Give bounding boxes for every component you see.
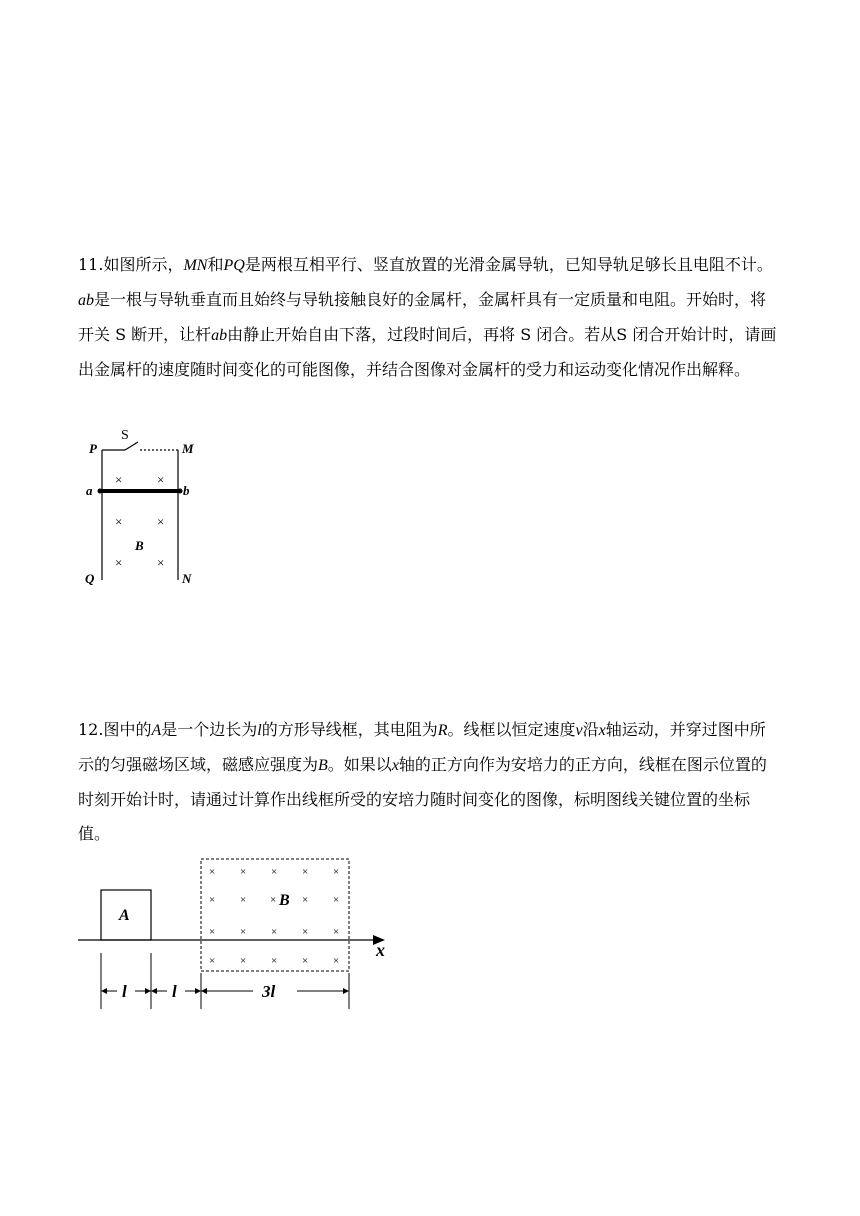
field-cross: ×: [240, 955, 247, 967]
field-cross: ×: [115, 514, 123, 529]
label-x: x: [376, 940, 385, 960]
field-cross: ×: [333, 894, 340, 906]
label-mn: MN: [183, 257, 208, 274]
label-field-b: B: [279, 892, 290, 909]
label-field-b: B: [135, 538, 144, 553]
field-cross: ×: [333, 866, 340, 878]
field-cross: ×: [302, 866, 309, 878]
field-cross: ×: [333, 955, 340, 967]
question-11-text: 11.如图所示，MN和PQ是两根互相平行、竖直放置的光滑金属导轨，已知导轨足够长且电阻不计。ab是一根与导轨垂直而且始终与导轨接触良好的金属杆，金属杆具有一定质量和电阻。开始时，将开关 S 断开，让杆ab由静止开始自由下落，过段时间后，再将 S 闭合。若从S 闭合开始计时，请画出金属杆的速度随时间变化的可能图像，并结合图像对金属杆的受力和运动变化情况作出解释。: [78, 255, 777, 379]
field-cross: ×: [115, 555, 123, 570]
field-cross: ×: [240, 866, 247, 878]
label-n: N: [182, 571, 192, 586]
field-cross: ×: [209, 866, 216, 878]
field-cross: ×: [240, 926, 247, 938]
label-b: b: [183, 483, 190, 498]
label-p: P: [89, 441, 97, 456]
question-12: [78, 713, 778, 851]
field-cross: ×: [302, 955, 309, 967]
question-11: [78, 248, 778, 387]
label-s: S: [121, 428, 129, 443]
field-cross: ×: [271, 955, 278, 967]
field-cross: ×: [302, 926, 309, 938]
label-ab: ab: [78, 292, 94, 309]
label-a: a: [86, 483, 93, 498]
field-cross: ×: [115, 472, 123, 487]
field-cross: ×: [157, 514, 165, 529]
field-cross: ×: [157, 472, 165, 487]
field-cross: ×: [271, 866, 278, 878]
label-m: M: [182, 441, 194, 456]
label-q: Q: [85, 571, 95, 586]
field-cross: ×: [209, 955, 216, 967]
dimension-label-3l: 3l: [262, 982, 276, 1001]
field-cross: ×: [302, 894, 309, 906]
field-cross: ×: [270, 894, 277, 906]
dimension-label-l: l: [122, 982, 127, 1001]
field-cross: ×: [271, 926, 278, 938]
field-cross: ×: [209, 926, 216, 938]
field-cross: ×: [209, 894, 216, 906]
label-a: A: [119, 907, 130, 924]
field-cross: ×: [333, 926, 340, 938]
field-cross: ×: [157, 555, 165, 570]
label-ab-2: ab: [211, 327, 228, 344]
field-cross: ×: [240, 894, 247, 906]
figure-rails: [80, 420, 210, 595]
question-12-text: 12.图中的A是一个边长为l的方形导线框，其电阻为R。线框以恒定速度v沿x轴运动，并穿过图中所示的匀强磁场区域，磁感应强度为B。如果以x轴的正方向作为安培力的正方向，线框在图示位置的时刻开始计时，请通过计算作出线框所受的安培力随时间变化的图像，标明图线关键位置的坐标值。: [78, 720, 767, 843]
label-pq: PQ: [223, 257, 245, 274]
figure-loop-field: [75, 855, 405, 1015]
dimension-label-l: l: [172, 982, 177, 1001]
